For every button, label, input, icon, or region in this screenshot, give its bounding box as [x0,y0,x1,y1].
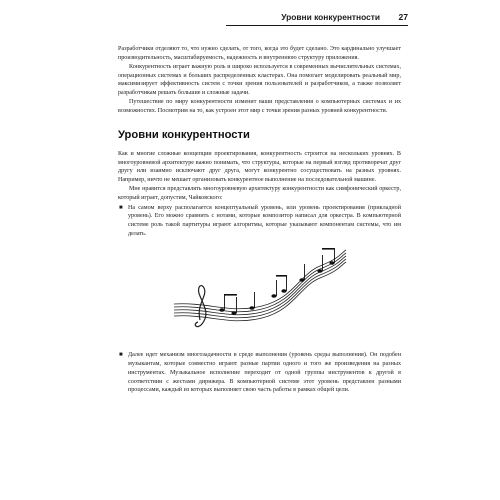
list-item [118,204,401,239]
section-heading: Уровни конкурентности [118,128,250,141]
musical-notes-staff-icon [170,244,350,339]
page-body [118,45,401,395]
bullet-dot-icon: ■ [119,204,123,211]
bullet-dot-icon: ■ [119,352,123,359]
paragraph: Как и многие сложные концепции проектирования, конкурентность строится на нескольких уровнях. В многоуровневой архитектуре важно понимать, что структуры, которые на первый взгляд противоречат друг другу или взаимно исключают друг друга, могут конкурентно сосуществовать на разных уровнях. Например, ничто не мешает организовать конкурентное выполнение на последовательной машине. [118,150,401,183]
page-number: 27 [398,12,408,22]
paragraph: Мне нравится представлять многоуровневую архитектуру конкурентности как симфонический оркестр, который играет, допустим, Чайковского: [118,186,401,201]
running-title: Уровни конкурентности [281,12,380,22]
list-item-text: Далее идет механизм многозадачности в среде выполнения (уровень среды выполнения). Он подобен музыкантам, которые совместно играют разные партии одного и того же произведения на разных инструментах. Музыкальное исполнение переходит от одной группы инструментов к другой в соответствии с жестами дирижера. В компьютерной системе этот уровень представлен разными процессами, каждый из которых выполняет свою часть работы в рамках общей цели. [128,352,401,394]
list-item-text: На самом верху располагается концептуальный уровень, или уровень проектирования (прикладной уровень). Его можно сравнить с нотами, которые композитор написал для оркестра. В компьютерной системе роль такой партитуры играют алгоритмы, которые указывают компонентам системы, что им делать. [128,204,401,237]
page-header [98,9,408,26]
header-rule [226,25,408,26]
paragraph: Путешествие по миру конкурентности изменит ваши представления о компьютерных системах и их возможностях. Посмотрим на то, как устроен этот мир с точки зрения разных уровней конкурентности. [118,99,401,115]
list-item [118,351,401,395]
paragraph: Конкурентность играет важную роль и широко используется в современных вычислительных системах, операционных системах и больших распределенных кластерах. Она помогает моделировать реальный мир, максимизирует эффективность систем с точки зрения пользователей и разработчиков, а также позволяет разработчикам решать большие и сложные задачи. [118,64,401,97]
paragraph: Разработчики отделяют то, что нужно сделать, от того, когда это будет сделано. Это кардинально улучшает производительность, масштабируемость, надежность и внутреннюю структуру приложения. [118,46,401,61]
